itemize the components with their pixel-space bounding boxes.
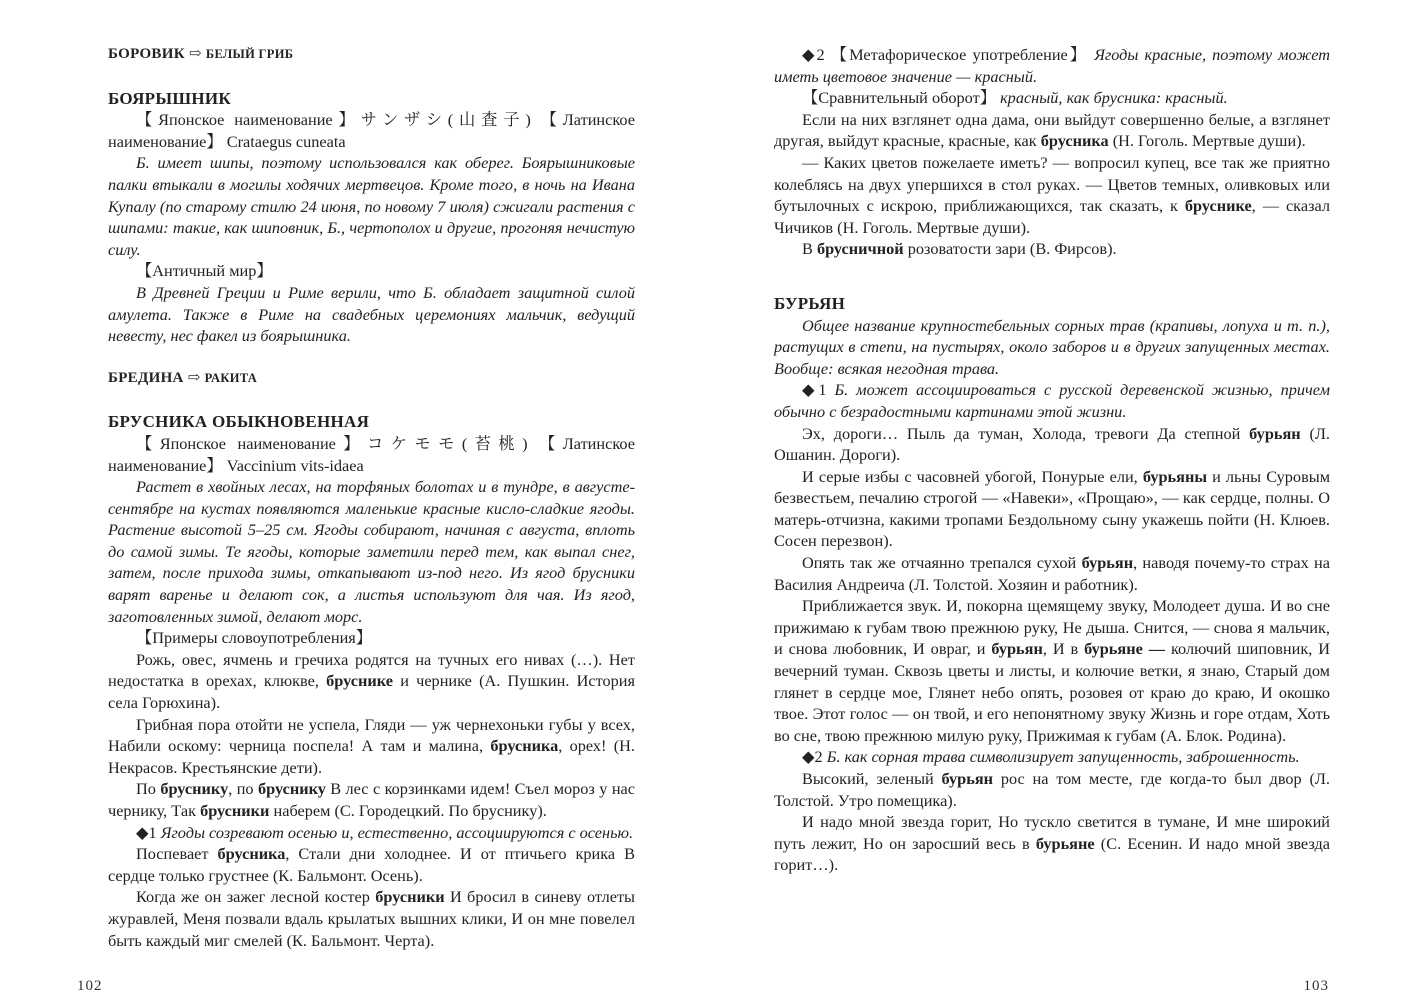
left-page [0,0,700,1000]
entry-bredina [108,368,635,390]
latin-name: Crataegus cuneata [226,131,346,151]
headword: БОЯРЫШНИК [108,88,231,108]
quote: По бруснику, по бруснику В лес с корзинками идем! Съел мороз у нас чернику, Так брусники наберем (С. Городецкий. По бруснику). [108,779,635,820]
diamond-icon: ◆1 [802,380,827,400]
diamond-icon: ◆2 [802,747,823,767]
headword: БРЕДИНА [108,369,184,386]
sense-2: ◆2 【Метафорическое употребление】 Ягоды красные, поэтому может иметь цветовое значение — красный. [774,45,1330,86]
definition: Общее название крупностебельных сорных трав (крапивы, лопуха и т. п.), растущих в степи, на пустырях, около заборов и в других запущенных местах. Вообще: всякая негодная трава. [774,315,1330,378]
entry-brusnika [108,411,635,951]
quote: Грибная пора отойти не успела, Гляди — уж чернехоньки губы у всех, Набили оскому: черница поспела! А там и малина, брусника, орех! (Н. Некрасов. Крестьянские дети). [108,714,635,777]
see-arrow-icon: ⇨ [188,46,202,62]
left-column [108,44,635,951]
cross-reference: РАКИТА [204,370,258,385]
quote: И серые избы с часовней убогой, Понурые ели, бурьяны и льны Суровым безвестьем, печалию строгой — «Навеки», «Прощаю», — как сердце, полны. О матерь-отчизна, какими тропами Бездольному сыну укажешь пойти (Н. Клюев. Сосен перезвон). [774,466,1331,551]
quote: Приближается звук. И, покорна щемящему звуку, Молодеет душа. И во сне прижимаю к губам твою прежнюю руку, Не дыша. Снится, — снова я мальчик, и снова любовник, И овраг, и бурьян, И в бурьяне — колючий шиповник, И вечерний туман. Сквозь цветы и листы, и колючие ветки, я знаю, Старый дом глянет в сердце мое, Глянет небо опять, розовея от краю до краю, И окошко твое. Этот голос — он твой, и его непонятному звуку Жизнь и горе отдам, Хоть во сне, твою прежнюю милую руку, Прижимая к губам (А. Блок. Родина). [774,596,1330,745]
page-number: 103 [1303,978,1329,994]
right-page [700,0,1401,1000]
quote: Эх, дороги… Пыль да туман, Холода, тревоги Да степной бурьян (Л. Ошанин. Дороги). [774,423,1330,465]
japanese-name-label: 【Японское наименование】 [136,433,368,453]
quote: Рожь, овес, ячмень и гречиха родятся на тучных его нивах (…). Нет недостатка в орехах, клюкве, бруснике и чернике (А. Пушкин. История села Горюхина). [108,649,635,713]
headword: БОРОВИК [108,46,185,62]
quote: Поспевает брусника, Стали дни холоднее. И от птичьего крика В сердце только грустнее (К. Бальмонт. Осень). [108,844,635,885]
quote: И надо мной звезда горит, Но тускло светится в тумане, И мне широкий путь лежит, Но он заросший весь в бурьяне (С. Есенин. И надо мной звезда горит…). [774,812,1330,875]
brusnika-continuation [774,44,1330,260]
sense-1: ◆1 Б. может ассоциироваться с русской деревенской жизнью, причем обычно с безрадостными картинами этой жизни. [774,380,1330,421]
latin-name: Vaccinium vits-idaea [226,455,364,475]
quote: — Каких цветов пожелаете иметь? — вопросил купец, все так же приятно колеблясь на двух упершихся в стол руках. — Цветов темных, оливковых или бутылочных с искрою, приближающихся, так сказать, к бруснике, — сказал Чичиков (Н. Гоголь. Мертвые души). [774,152,1330,237]
quote: Высокий, зеленый бурьян рос на том месте, где когда-то был двор (Л. Толстой. Утро помещика). [774,769,1330,810]
diamond-icon: ◆1 [136,822,157,842]
sense-2: ◆2 Б. как сорная трава символизирует запущенность, заброшенность. [802,747,1300,767]
cross-reference: БЕЛЫЙ ГРИБ [205,47,294,61]
section-text: В Древней Греции и Риме верили, что Б. обладает защитной силой амулета. Также в Риме на свадебных церемониях мальчик, ведущий невесту, нес факел из боярышника. [108,282,635,346]
japanese-name-label: 【Японское наименование】 [136,110,361,130]
latin-name-label: 【Латинское наименование】 [108,433,635,475]
latin-name-label: 【Латинское наименование】 [108,110,635,151]
quote: В брусничной розоватости зари (В. Фирсов). [802,239,1117,259]
quote: Когда же он зажег лесной костер брусники И бросил в синеву отлеты журавлей, Меня позвали вдаль крылатых вышних клики, И он мне повелел быть каждый миг смелей (К. Бальмонт. Черта). [108,887,635,950]
diamond-icon: ◆2 [802,45,825,64]
japanese-name: サンザシ(山査子) [360,110,531,130]
japanese-name: コケモモ(苔桃) [367,433,528,453]
section-label: 【Примеры словоупотребления】 [136,628,373,648]
definition: Растет в хвойных лесах, на торфяных болотах и в тундре, в августе-сентябре на кустах появляются маленькие красные кисло-сладкие ягоды. Растение высотой 5–25 см. Ягоды собирают, начиная с августа, вплоть до самой зимы. Те ягоды, которые заметили перед тем, как выпал снег, затем, после прихода зимы, откапывают из-под него. Из ягод брусники варят варенье и делают сок, а листья используют для чая. Из ягод, заготовленных зимой, делают морс. [108,477,635,626]
names-line [108,109,635,152]
quote: Опять так же отчаянно трепался сухой бурьян, наводя почему-то страх на Василия Андреича (Л. Толстой. Хозяин и работник). [774,553,1330,594]
headword: БУРЬЯН [774,293,846,313]
quote: Если на них взглянет одна дама, они выйдут совершенно белые, а взглянет другая, выйдут красные, красные, как брусника (Н. Гоголь. Мертвые души). [774,109,1330,151]
section-label: 【Античный мир】 [136,261,273,281]
see-arrow-icon: ⇨ [187,369,201,386]
entry-boyaryshnik [108,88,635,347]
comparison: 【Сравнительный оборот】 красный, как брусника: красный. [802,88,1228,108]
entry-buryan [774,293,1330,876]
entry-borovik [108,44,635,66]
headword: БРУСНИКА ОБЫКНОВЕННАЯ [108,412,370,432]
definition: Б. имеет шипы, поэтому использовался как оберег. Боярышниковые палки втыкали в могилы ходячих мертвецов. Кроме того, в ночь на Ивана Купалу (по старому стилю 24 июня, по новому 7 июля) сжигали растения с шипами: такие, как шиповник, Б., чертополох и другие, прогоняя нечистую силу. [108,153,635,259]
right-column [774,44,1330,876]
sense-1: ◆1 Ягоды созревают осенью и, естественно, ассоциируются с осенью. [136,822,634,842]
names-line [108,433,635,476]
page-number: 102 [77,978,103,994]
